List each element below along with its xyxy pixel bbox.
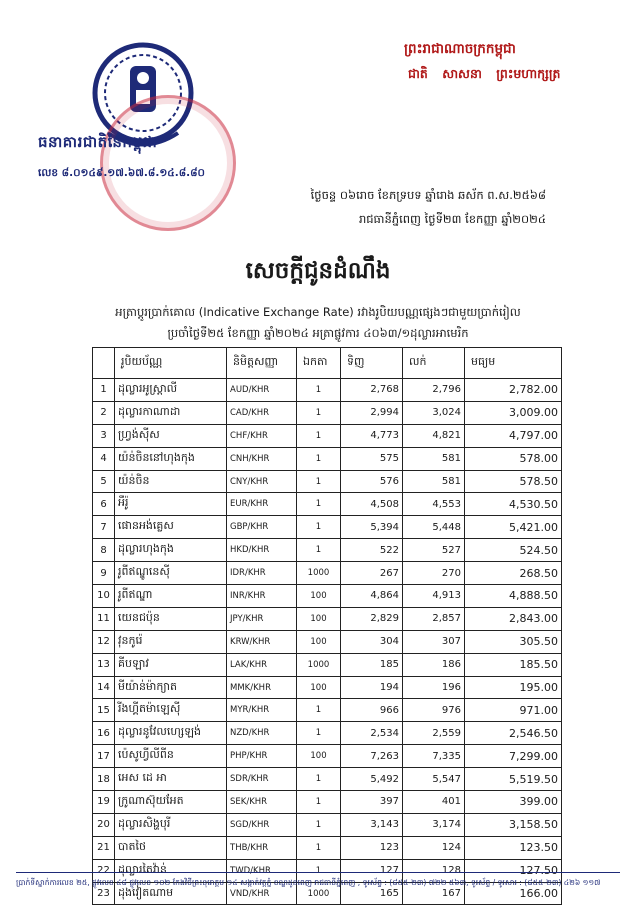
kingdom-heading: ព្រះរាជាណាចក្រកម្ពុជា [404, 41, 516, 57]
cell-currency: អេស ដេ អា [115, 768, 227, 791]
cell-unit: 100 [297, 585, 341, 608]
cell-symbol: JPY/KHR [227, 607, 297, 630]
cell-no: 11 [93, 607, 115, 630]
cell-no: 7 [93, 516, 115, 539]
cell-unit: 1 [297, 493, 341, 516]
cell-ask: 2,857 [403, 607, 465, 630]
table-row [93, 813, 562, 836]
table-row [93, 722, 562, 745]
header-bid: ទិញ [341, 348, 403, 379]
cell-no: 13 [93, 653, 115, 676]
cell-unit: 1 [297, 768, 341, 791]
cell-bid: 5,394 [341, 516, 403, 539]
table-row [93, 653, 562, 676]
cell-bid: 966 [341, 699, 403, 722]
cell-symbol: SGD/KHR [227, 813, 297, 836]
cell-currency: បាតថៃ [115, 836, 227, 859]
cell-mid: 7,299.00 [465, 745, 562, 768]
cell-no: 16 [93, 722, 115, 745]
cell-currency: យ៉ន់ចិន [115, 470, 227, 493]
table-row [93, 401, 562, 424]
cell-unit: 1 [297, 722, 341, 745]
cell-mid: 127.50 [465, 859, 562, 882]
cell-symbol: EUR/KHR [227, 493, 297, 516]
header-ask: លក់ [403, 348, 465, 379]
cell-no: 18 [93, 768, 115, 791]
cell-symbol: CNH/KHR [227, 447, 297, 470]
cell-symbol: SDR/KHR [227, 768, 297, 791]
cell-mid: 399.00 [465, 791, 562, 814]
cell-unit: 1 [297, 401, 341, 424]
exchange-rate-table [92, 347, 562, 905]
table-row [93, 379, 562, 402]
cell-symbol: HKD/KHR [227, 539, 297, 562]
cell-symbol: IDR/KHR [227, 562, 297, 585]
cell-currency: ផោនអង់គ្លេស [115, 516, 227, 539]
cell-unit: 1 [297, 379, 341, 402]
cell-currency: រូពីឥណ្ឌា [115, 585, 227, 608]
cell-symbol: CHF/KHR [227, 424, 297, 447]
cell-no: 22 [93, 859, 115, 882]
cell-mid: 166.00 [465, 882, 562, 905]
cell-ask: 3,024 [403, 401, 465, 424]
official-seal-stamp [100, 95, 236, 231]
cell-mid: 4,888.50 [465, 585, 562, 608]
cell-currency: យ៉ន់ចិននៅហុងកុង [115, 447, 227, 470]
table-row [93, 493, 562, 516]
header-mid: មធ្យម [465, 348, 562, 379]
cell-currency: ដុល្លារកាណាដា [115, 401, 227, 424]
cell-ask: 3,174 [403, 813, 465, 836]
subtitle-description: អត្រាប្តូរប្រាក់គោល (Indicative Exchange Rate) រវាងរូបិយបណ្ណផ្សេងៗជាមួយប្រាក់រៀល [115, 305, 521, 319]
cell-ask: 581 [403, 447, 465, 470]
cell-mid: 5,421.00 [465, 516, 562, 539]
cell-ask: 7,335 [403, 745, 465, 768]
cell-bid: 127 [341, 859, 403, 882]
lunar-date: ថ្ងៃចន្ទ ០៦រោច ខែភទ្របទ ឆ្នាំរោង ឆស័ក ព.ស.២៥៦៨ [310, 188, 546, 202]
cell-no: 9 [93, 562, 115, 585]
cell-symbol: AUD/KHR [227, 379, 297, 402]
cell-mid: 3,158.50 [465, 813, 562, 836]
cell-mid: 3,009.00 [465, 401, 562, 424]
page-title: សេចក្តីជូនដំណឹង [245, 258, 391, 284]
cell-currency: ដុល្លារអូស្ត្រាលី [115, 379, 227, 402]
cell-bid: 4,864 [341, 585, 403, 608]
cell-currency: រីងហ្គីតម៉ាឡេស៊ី [115, 699, 227, 722]
cell-symbol: NZD/KHR [227, 722, 297, 745]
cell-unit: 1 [297, 859, 341, 882]
cell-bid: 2,768 [341, 379, 403, 402]
cell-no: 15 [93, 699, 115, 722]
cell-ask: 196 [403, 676, 465, 699]
cell-symbol: KRW/KHR [227, 630, 297, 653]
cell-bid: 522 [341, 539, 403, 562]
header-number [93, 348, 115, 379]
cell-unit: 1 [297, 470, 341, 493]
cell-currency: មីយ៉ាន់ម៉ាក្យាត [115, 676, 227, 699]
cell-ask: 527 [403, 539, 465, 562]
header-symbol: និមិត្តសញ្ញា [227, 348, 297, 379]
cell-symbol: CNY/KHR [227, 470, 297, 493]
cell-bid: 3,143 [341, 813, 403, 836]
cell-ask: 401 [403, 791, 465, 814]
cell-bid: 267 [341, 562, 403, 585]
cell-ask: 128 [403, 859, 465, 882]
cell-mid: 578.00 [465, 447, 562, 470]
cell-currency: ដុល្លារសិង្ហបុរី [115, 813, 227, 836]
cell-currency: ដុល្លារនូវែលហ្សេឡង់ [115, 722, 227, 745]
table-row [93, 424, 562, 447]
table-row [93, 630, 562, 653]
table-row [93, 745, 562, 768]
cell-mid: 123.50 [465, 836, 562, 859]
cell-currency: ក្រូណាស៊ុយអែត [115, 791, 227, 814]
cell-currency: យេនជប៉ុន [115, 607, 227, 630]
cell-ask: 581 [403, 470, 465, 493]
cell-ask: 4,821 [403, 424, 465, 447]
cell-no: 3 [93, 424, 115, 447]
cell-ask: 2,559 [403, 722, 465, 745]
cell-ask: 270 [403, 562, 465, 585]
table-row [93, 836, 562, 859]
cell-mid: 268.50 [465, 562, 562, 585]
cell-mid: 4,530.50 [465, 493, 562, 516]
cell-symbol: LAK/KHR [227, 653, 297, 676]
cell-no: 5 [93, 470, 115, 493]
cell-unit: 1000 [297, 562, 341, 585]
cell-no: 14 [93, 676, 115, 699]
cell-currency: គីបឡាវ [115, 653, 227, 676]
cell-ask: 186 [403, 653, 465, 676]
table-row [93, 447, 562, 470]
cell-unit: 100 [297, 676, 341, 699]
cell-no: 6 [93, 493, 115, 516]
table-row [93, 768, 562, 791]
cell-no: 19 [93, 791, 115, 814]
header-unit: ឯកតា [297, 348, 341, 379]
cell-bid: 2,829 [341, 607, 403, 630]
cell-unit: 100 [297, 745, 341, 768]
cell-bid: 185 [341, 653, 403, 676]
cell-ask: 976 [403, 699, 465, 722]
cell-symbol: PHP/KHR [227, 745, 297, 768]
cell-symbol: TWD/KHR [227, 859, 297, 882]
cell-mid: 305.50 [465, 630, 562, 653]
cell-mid: 185.50 [465, 653, 562, 676]
cell-ask: 124 [403, 836, 465, 859]
cell-currency: វុនកូរ៉េ [115, 630, 227, 653]
cell-ask: 5,547 [403, 768, 465, 791]
table-header-row [93, 348, 562, 379]
cell-no: 21 [93, 836, 115, 859]
cell-bid: 2,534 [341, 722, 403, 745]
cell-unit: 1 [297, 424, 341, 447]
solar-date: រាជធានីភ្នំពេញ ថ្ងៃទី២៣ ខែកញ្ញា ឆ្នាំ២០២៤ [358, 212, 546, 226]
cell-mid: 971.00 [465, 699, 562, 722]
cell-bid: 2,994 [341, 401, 403, 424]
cell-ask: 167 [403, 882, 465, 905]
cell-no: 23 [93, 882, 115, 905]
cell-bid: 397 [341, 791, 403, 814]
cell-unit: 1000 [297, 882, 341, 905]
cell-bid: 576 [341, 470, 403, 493]
cell-ask: 4,553 [403, 493, 465, 516]
cell-mid: 4,797.00 [465, 424, 562, 447]
cell-mid: 195.00 [465, 676, 562, 699]
table-row [93, 607, 562, 630]
cell-mid: 2,782.00 [465, 379, 562, 402]
cell-currency: ដុល្លារហុងកុង [115, 539, 227, 562]
cell-bid: 4,508 [341, 493, 403, 516]
cell-no: 20 [93, 813, 115, 836]
cell-bid: 194 [341, 676, 403, 699]
document-number: លេខ ៨.០១៤៩.១៧.៦៧.៨.១៤.៨.៨០ [38, 167, 205, 179]
cell-mid: 524.50 [465, 539, 562, 562]
cell-bid: 165 [341, 882, 403, 905]
footer-divider [16, 872, 620, 873]
cell-unit: 1 [297, 447, 341, 470]
cell-bid: 575 [341, 447, 403, 470]
cell-unit: 1 [297, 516, 341, 539]
cell-unit: 1 [297, 539, 341, 562]
cell-symbol: CAD/KHR [227, 401, 297, 424]
subtitle-date-official-rate: ប្រចាំថ្ងៃទី២៥ ខែកញ្ញា ឆ្នាំ២០២៤ អត្រាផ្លូវការ ៤០៦៣/១ដុល្លារអាមេរិក [167, 326, 469, 340]
cell-no: 17 [93, 745, 115, 768]
cell-no: 10 [93, 585, 115, 608]
cell-symbol: MMK/KHR [227, 676, 297, 699]
cell-unit: 1000 [297, 653, 341, 676]
cell-no: 4 [93, 447, 115, 470]
cell-ask: 307 [403, 630, 465, 653]
cell-symbol: SEK/KHR [227, 791, 297, 814]
cell-ask: 2,796 [403, 379, 465, 402]
cell-unit: 100 [297, 607, 341, 630]
header-currency: រូបិយប័ណ្ណ [115, 348, 227, 379]
cell-mid: 2,546.50 [465, 722, 562, 745]
table-row [93, 676, 562, 699]
cell-bid: 5,492 [341, 768, 403, 791]
table-row [93, 585, 562, 608]
cell-bid: 7,263 [341, 745, 403, 768]
cell-bid: 123 [341, 836, 403, 859]
cell-bid: 4,773 [341, 424, 403, 447]
table-row [93, 516, 562, 539]
cell-symbol: GBP/KHR [227, 516, 297, 539]
cell-no: 12 [93, 630, 115, 653]
table-row [93, 699, 562, 722]
table-row [93, 791, 562, 814]
cell-currency: ដុល្លារតៃវ៉ាន់ [115, 859, 227, 882]
national-motto: ជាតិ សាសនា ព្រះមហាក្សត្រ [408, 66, 561, 81]
cell-no: 8 [93, 539, 115, 562]
cell-no: 1 [93, 379, 115, 402]
cell-mid: 2,843.00 [465, 607, 562, 630]
cell-unit: 1 [297, 791, 341, 814]
cell-unit: 1 [297, 836, 341, 859]
footer-address: ប្រាក់ទីស្នាក់ការលេខ ២៥, ផ្លូវលេខ ៤៨ ផ្លូវលេខ ១០២ កែងវិថីព្រះនុរោត្តម ១៤ សង្កាត់វត្តភ្នំ ខណ្ឌដូនពេញ រាជធានីភ្នំពេញ , ទូរស័ព្ទ : (៨៥៥-២៣) ៧២២ ៥៦៣, ទូរស័ព្ទ / ទូរសារ : (៨៥៥-២៣) ៤២៦ ១១៧ [16, 878, 601, 887]
cell-bid: 304 [341, 630, 403, 653]
cell-symbol: INR/KHR [227, 585, 297, 608]
cell-mid: 5,519.50 [465, 768, 562, 791]
cell-ask: 5,448 [403, 516, 465, 539]
cell-unit: 100 [297, 630, 341, 653]
cell-ask: 4,913 [403, 585, 465, 608]
cell-symbol: THB/KHR [227, 836, 297, 859]
cell-currency: ហ្វ្រង់ស៊ីស [115, 424, 227, 447]
cell-currency: អឺរ៉ូ [115, 493, 227, 516]
table-row [93, 470, 562, 493]
cell-no: 2 [93, 401, 115, 424]
cell-currency: រូពីឥណ្ឌូនេស៊ី [115, 562, 227, 585]
bank-name: ធនាគារជាតិនៃកម្ពុជា [38, 133, 158, 151]
table-row [93, 539, 562, 562]
cell-mid: 578.50 [465, 470, 562, 493]
cell-unit: 1 [297, 813, 341, 836]
cell-symbol: VND/KHR [227, 882, 297, 905]
table-body [93, 379, 562, 905]
table-row [93, 562, 562, 585]
cell-currency: ដុងវៀតណាម [115, 882, 227, 905]
cell-currency: ប៉េសូហ្វីលីពីន [115, 745, 227, 768]
cell-symbol: MYR/KHR [227, 699, 297, 722]
cell-unit: 1 [297, 699, 341, 722]
